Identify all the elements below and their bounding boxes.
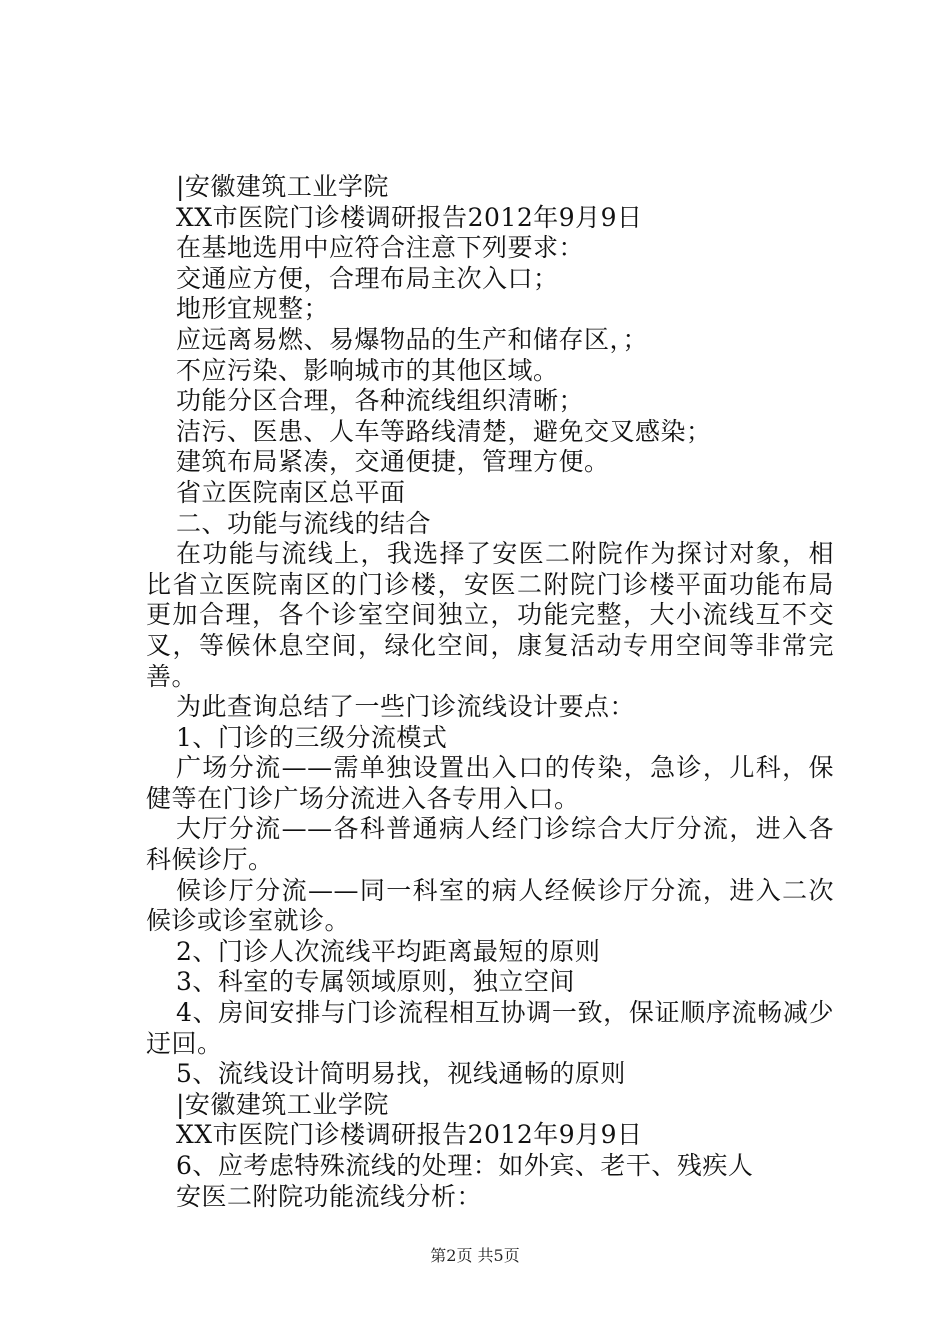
paragraph: 在功能与流线上，我选择了安医二附院作为探讨对象，相比省立医院南区的门诊楼，安医二附院门诊楼平面功能布局更加合理，各个诊室空间独立，功能完整，大小流线互不交叉，等候休息空间，绿化空间，康复活动专用空间等非常完善。: [146, 539, 834, 691]
paragraph: 为此查询总结了一些门诊流线设计要点：: [176, 692, 636, 722]
paragraph: 2、门诊人次流线平均距离最短的原则: [176, 936, 601, 966]
paragraph: |安徽建筑工业学院: [176, 172, 389, 201]
page-number-label: 第2页 共5页: [430, 1246, 520, 1265]
paragraph: XX市医院门诊楼调研报告2012年9月9日: [176, 1120, 643, 1150]
paragraph: 功能分区合理，各种流线组织清晰；: [176, 386, 585, 416]
paragraph: XX市医院门诊楼调研报告2012年9月9日: [176, 202, 643, 232]
paragraph: 在基地选用中应符合注意下列要求：: [176, 233, 585, 263]
paragraph: 洁污、医患、人车等路线清楚，避免交叉感染；: [176, 416, 712, 446]
paragraph: 4、房间安排与门诊流程相互协调一致，保证顺序流畅减少迂回。: [146, 998, 834, 1058]
paragraph: 3、科室的专属领域原则，独立空间: [176, 967, 575, 997]
paragraph: 5、流线设计简明易找，视线通畅的原则: [176, 1059, 626, 1089]
paragraph: 建筑布局紧凑，交通便捷，管理方便。: [176, 447, 610, 477]
paragraph: 6、应考虑特殊流线的处理：如外宾、老干、残疾人: [176, 1151, 754, 1180]
paragraph: 不应污染、影响城市的其他区域。: [176, 355, 559, 385]
page-footer: [0, 1243, 950, 1266]
paragraph: |安徽建筑工业学院: [176, 1089, 389, 1119]
paragraph: 交通应方便，合理布局主次入口；: [176, 263, 559, 293]
paragraph: 地形宜规整；: [176, 294, 330, 324]
section-heading: 二、功能与流线的结合: [176, 508, 432, 538]
paragraph: 候诊厅分流——同一科室的病人经候诊厅分流，进入二次候诊或诊室就诊。: [146, 875, 834, 936]
document-body: [146, 172, 834, 1212]
paragraph: 省立医院南区总平面: [176, 477, 406, 507]
paragraph: 广场分流——需单独设置出入口的传染，急诊，儿科，保健等在门诊广场分流进入各专用入口。: [146, 753, 834, 813]
paragraph: 应远离易燃、易爆物品的生产和储存区，；: [176, 324, 649, 354]
paragraph: 1、门诊的三级分流模式: [176, 722, 448, 752]
paragraph: 大厅分流——各科普通病人经门诊综合大厅分流，进入各科候诊厅。: [146, 814, 834, 875]
paragraph: 安医二附院功能流线分析：: [176, 1181, 483, 1211]
